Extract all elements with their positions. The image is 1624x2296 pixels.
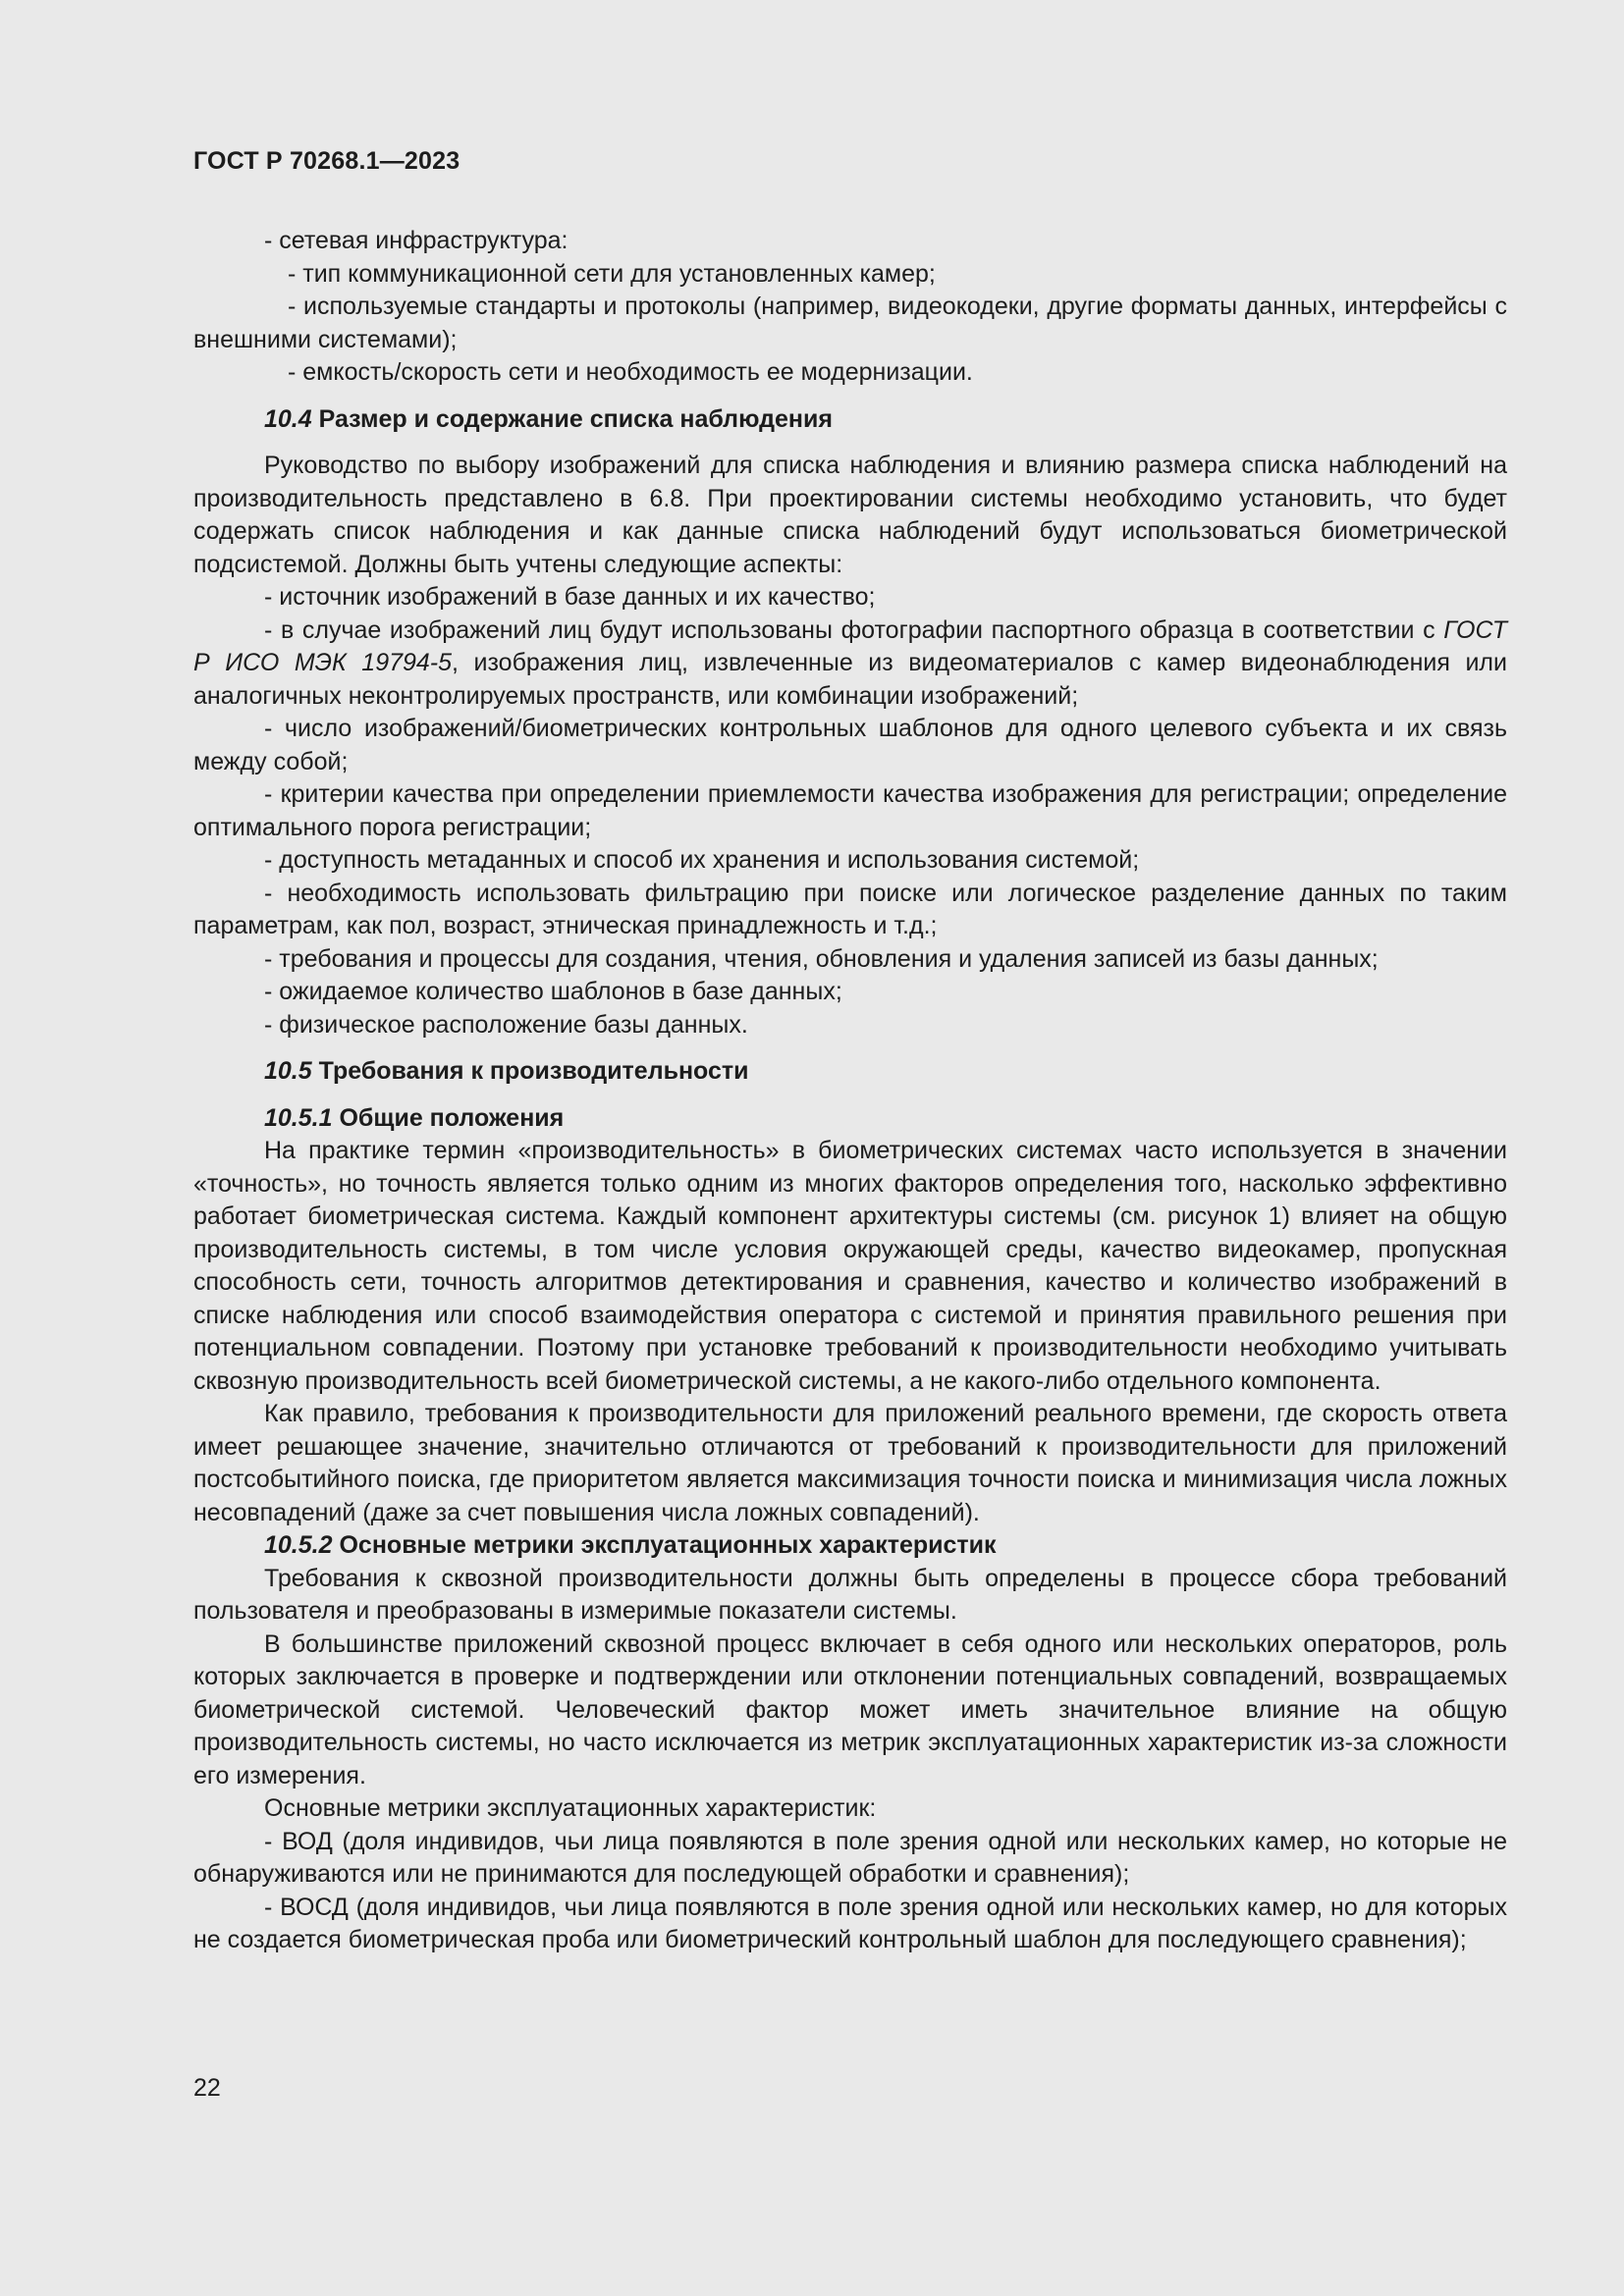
page-number: 22 (193, 2074, 221, 2102)
section-number: 10.5 (264, 1057, 312, 1085)
list-item: - физическое расположение базы данных. (264, 1010, 748, 1039)
list-item: - ВОСД (доля индивидов, чьи лица появляются в поле зрения одной или нескольких камер, но для которых не создается биометрическая проба или биометрический контрольный шаблон для последующего сравнения); (193, 1893, 1507, 1953)
section-title: Общие положения (339, 1103, 565, 1132)
paragraph: На практике термин «производительность» в биометрических системах часто используется в значении «точность», но точность является только одним из многих факторов определения того, насколько эффективно работает биометрическая система. Каждый компонент архитектуры системы (см. рисунок 1) влияет на общую производительность системы, в том числе условия окружающей среды, качество видеокамер, пропускная способность сети, точность алгоритмов детектирования и сравнения, качество и количество изображений в списке наблюдения или способ взаимодействия оператора с системой и принятия правильного решения при потенциальном совпадении. Поэтому при установке требований к производительности необходимо учитывать сквозную производительность всей биометрической системы, а не какого-либо отдельного компонента. (193, 1137, 1507, 1395)
list-item: - ожидаемое количество шаблонов в базе данных; (264, 978, 842, 1005)
section-heading-10-5-1 (193, 1102, 1507, 1136)
section-heading-10-5 (193, 1055, 1507, 1089)
section-number: 10.5.1 (264, 1103, 333, 1132)
list-item-network-type: - тип коммуникационной сети для установленных камер; (288, 259, 936, 288)
document-header: ГОСТ Р 70268.1—2023 (193, 147, 460, 175)
section-number: 10.4 (264, 404, 312, 433)
section-heading-10-5-2 (193, 1529, 1507, 1563)
list-item-passport (193, 614, 1507, 714)
list-item: - доступность метаданных и способ их хранения и использования системой; (264, 846, 1140, 874)
section-heading-10-4 (193, 403, 1507, 437)
text-run: - в случае изображений лиц будут использованы фотографии паспортного образца в соответствии с (264, 615, 1444, 644)
text-run: , изображения лиц, извлеченные из видеоматериалов с камер видеонаблюдения или аналогичных неконтролируемых пространств, или комбинации изображений; (193, 649, 1507, 710)
section-title: Основные метрики эксплуатационных характеристик (339, 1531, 997, 1559)
section-number: 10.5.2 (264, 1531, 333, 1559)
list-item-network-intro: - сетевая инфраструктура: (264, 227, 568, 254)
standard-reference: ГОСТ Р ИСО МЭК 19794-5 (193, 615, 1507, 676)
list-item: - критерии качества при определении приемлемости качества изображения для регистрации; определение оптимального порога регистрации; (193, 780, 1507, 841)
paragraph: В большинстве приложений сквозной процесс включает в себя одного или нескольких операторов, роль которых заключается в проверке и подтверждении или отклонении потенциальных совпадений, возвращаемых биометрической системой. Человеческий фактор может иметь значительное влияние на общую производительность системы, но часто исключается из метрик эксплуатационных характеристик из-за сложности его измерения. (193, 1629, 1507, 1789)
paragraph: Основные метрики эксплуатационных характеристик: (264, 1794, 877, 1822)
paragraph: Как правило, требования к производительности для приложений реального времени, где скорость ответа имеет решающее значение, значительно отличаются от требований к производительности для приложений постсобытийного поиска, где приоритетом является максимизация точности поиска и минимизация числа ложных несовпадений (даже за счет повышения числа ложных совпадений). (193, 1400, 1507, 1526)
paragraph: Требования к сквозной производительности должны быть определены в процессе сбора требований пользователя и преобразованы в измеримые показатели системы. (193, 1564, 1507, 1625)
section-title: Требования к производительности (318, 1057, 749, 1085)
section-title: Размер и содержание списка наблюдения (318, 404, 833, 433)
paragraph: Руководство по выбору изображений для списка наблюдения и влиянию размера списка наблюдений на производительность представлено в 6.8. При проектировании системы необходимо установить, что будет содержать список наблюдения и как данные списка наблюдений будут использоваться биометрической подсистемой. Должны быть учтены следующие аспекты: (193, 452, 1507, 578)
list-item: - ВОД (доля индивидов, чьи лица появляются в поле зрения одной или нескольких камер, но которые не обнаруживаются или не принимаются для последующей обработки и сравнения); (193, 1827, 1507, 1888)
list-item: - источник изображений в базе данных и их качество; (264, 583, 876, 611)
list-item: - число изображений/биометрических контрольных шаблонов для одного целевого субъекта и их связь между собой; (193, 715, 1507, 775)
list-item-network-capacity: - емкость/скорость сети и необходимость ее модернизации. (288, 358, 973, 386)
page-body (193, 225, 1507, 1957)
list-item: - необходимость использовать фильтрацию при поиске или логическое разделение данных по таким параметрам, как пол, возраст, этническая принадлежность и т.д.; (193, 879, 1507, 939)
list-item: - требования и процессы для создания, чтения, обновления и удаления записей из базы данных; (264, 944, 1379, 973)
list-item-network-standards: - используемые стандарты и протоколы (например, видеокодеки, другие форматы данных, интерфейсы с внешними системами); (193, 293, 1507, 353)
